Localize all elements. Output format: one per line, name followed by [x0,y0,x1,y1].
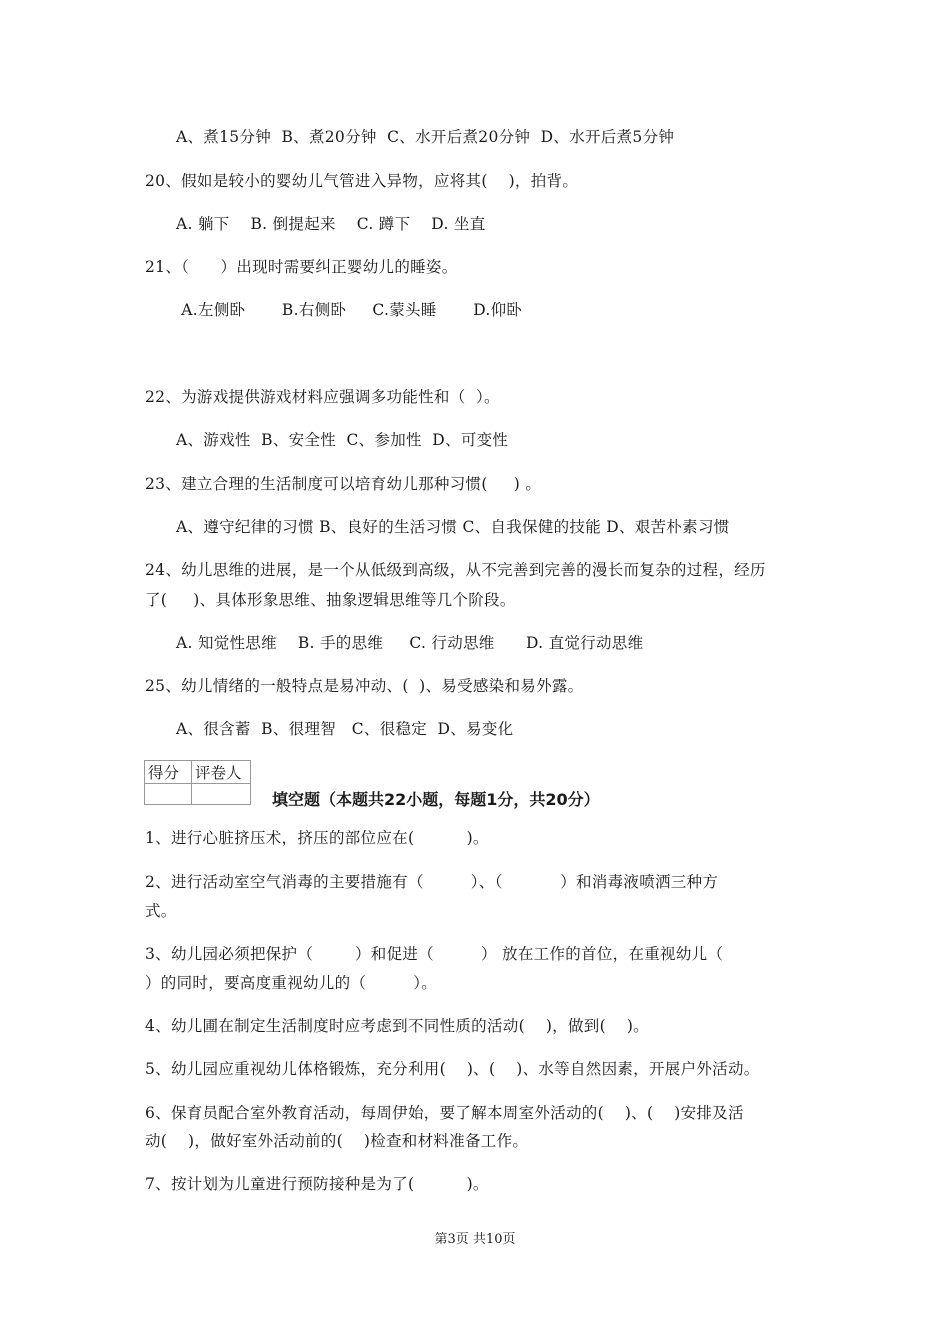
question-24-line1: 24、幼儿思维的进展，是一个从低级到高级，从不完善到完善的漫长而复杂的过程，经历 [145,561,766,579]
score-box [144,760,251,805]
fill-question-5: 5、幼儿园应重视幼儿体格锻炼，充分利用( )、( )、水等自然因素，开展户外活动。 [145,1060,760,1078]
score-label: 得分 [145,761,192,784]
fill-question-6-line2: 动( )，做好室外活动前的( )检查和材料准备工作。 [145,1132,529,1150]
q20-options: A. 躺下 B. 倒提起来 C. 蹲下 D. 坐直 [176,215,486,233]
fill-question-6-line1: 6、保育员配合室外教育活动，每周伊始，要了解本周室外活动的( )、( )安排及活 [145,1104,744,1122]
question-25: 25、幼儿情绪的一般特点是易冲动、( )、易受感染和易外露。 [145,677,584,695]
section-title: 填空题（本题共22小题，每题1分，共20分） [272,790,600,809]
fill-question-2-line1: 2、进行活动室空气消毒的主要措施有（ ）、（ ）和消毒液喷洒三种方 [145,873,719,891]
question-20: 20、假如是较小的婴幼儿气管进入异物，应将其( )，拍背。 [145,172,579,190]
q25-options: A、很含蓄 B、很理智 C、很稳定 D、易变化 [176,720,514,738]
grader-label: 评卷人 [192,761,251,784]
score-cell [145,784,192,805]
page-footer: 第3页 共10页 [434,1232,516,1247]
question-24-line2: 了( )、具体形象思维、抽象逻辑思维等几个阶段。 [145,591,516,609]
grader-cell [192,784,251,805]
fill-question-3-line2: ）的同时，要高度重视幼儿的（ ）。 [145,974,438,992]
fill-question-1: 1、进行心脏挤压术，挤压的部位应在( )。 [145,829,489,847]
fill-question-2-line2: 式。 [145,902,177,920]
q22-options: A、游戏性 B、安全性 C、参加性 D、可变性 [176,431,509,449]
question-21: 21、（ ）出现时需要纠正婴幼儿的睡姿。 [145,258,458,276]
q23-options: A、遵守纪律的习惯 B、良好的生活习惯 C、自我保健的技能 D、艰苦朴素习惯 [176,518,730,536]
fill-question-3-line1: 3、幼儿园必须把保护（ ）和促进（ ） 放在工作的首位，在重视幼儿（ [145,945,724,963]
q19-options: A、煮15分钟 B、煮20分钟 C、水开后煮20分钟 D、水开后煮5分钟 [176,128,675,146]
question-22: 22、为游戏提供游戏材料应强调多功能性和（ ）。 [145,388,500,406]
fill-question-4: 4、幼儿圃在制定生活制度时应考虑到不同性质的活动( )，做到( )。 [145,1017,649,1035]
question-23: 23、建立合理的生活制度可以培育幼儿那种习惯( ) 。 [145,475,542,493]
q24-options: A. 知觉性思维 B. 手的思维 C. 行动思维 D. 直觉行动思维 [176,634,644,652]
fill-question-7: 7、按计划为儿童进行预防接种是为了( )。 [145,1175,489,1193]
q21-options: A.左侧卧 B.右侧卧 C.蒙头睡 D.仰卧 [176,301,523,319]
